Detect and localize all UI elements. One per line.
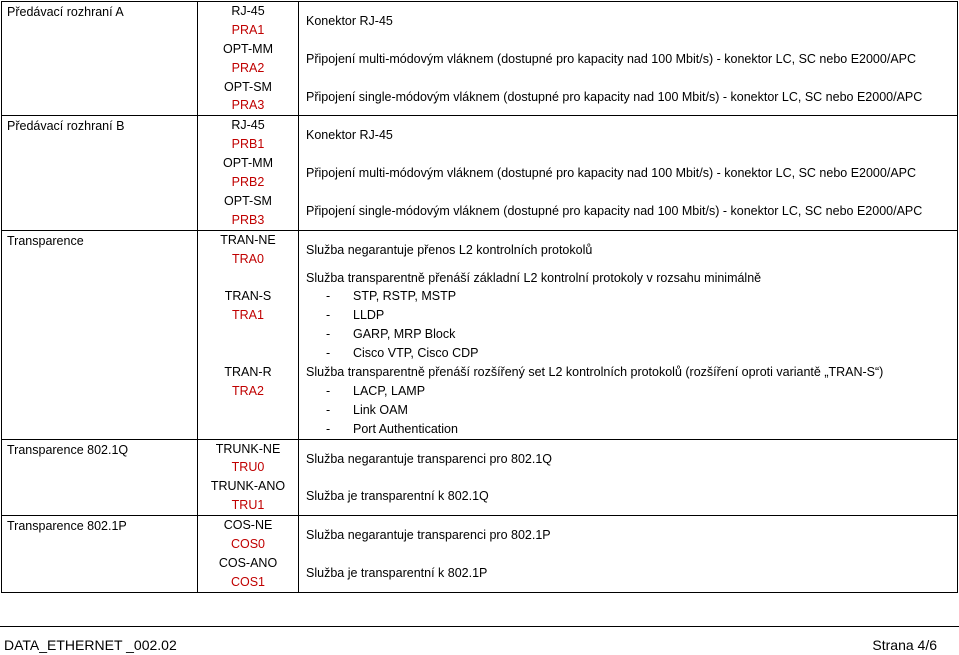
list-item: - Port Authentication <box>326 421 458 436</box>
option-name: RJ-45 <box>231 4 265 18</box>
code-cell <box>198 439 299 516</box>
option-code: PRA3 <box>231 98 265 113</box>
option-name: OPT-SM <box>224 193 272 208</box>
description: Služba negarantuje transparenci pro 802.1Q <box>306 451 552 466</box>
service-parameters-table <box>1 1 958 593</box>
page-number: Strana 4/6 <box>872 637 937 653</box>
table-row <box>2 516 958 593</box>
option-name: TRAN-S <box>224 289 272 304</box>
option-code: PRB3 <box>231 212 265 227</box>
list-item: - STP, RSTP, MSTP <box>326 289 457 304</box>
description: Připojení multi-módovým vláknem (dostupné pro kapacity nad 100 Mbit/s) - konektor LC, SC nebo E2000/APC <box>306 51 917 66</box>
option-name: OPT-MM <box>223 41 273 56</box>
list-item: - Link OAM <box>326 402 408 417</box>
description: Služba transparentně přenáší rozšířený set L2 kontrolních protokolů (rozšíření oproti variantě „TRAN-S“) <box>306 365 884 380</box>
list-item: - LLDP <box>326 308 385 323</box>
table-row <box>2 439 958 516</box>
option-name: COS-NE <box>223 518 273 533</box>
option-code: TRU1 <box>231 498 265 513</box>
option-name: TRAN-R <box>224 364 272 379</box>
group-label: Transparence 802.1P <box>2 516 198 593</box>
option-name: OPT-SM <box>224 79 272 94</box>
document-id: DATA_ETHERNET _002.02 <box>4 637 177 653</box>
code-cell <box>198 516 299 593</box>
description: Konektor RJ-45 <box>306 128 393 143</box>
description: Připojení multi-módovým vláknem (dostupné pro kapacity nad 100 Mbit/s) - konektor LC, SC nebo E2000/APC <box>306 166 917 181</box>
option-code: PRA1 <box>231 22 265 37</box>
option-name: TRUNK-NE <box>215 441 281 456</box>
group-label: Transparence 802.1Q <box>2 439 198 516</box>
description: Připojení single-módovým vláknem (dostupné pro kapacity nad 100 Mbit/s) - konektor LC, SC nebo E2000/APC <box>306 204 923 219</box>
list-item: - LACP, LAMP <box>326 383 426 398</box>
option-name: TRUNK-ANO <box>210 479 286 494</box>
option-code: TRU0 <box>231 460 265 475</box>
footer-divider <box>0 626 959 627</box>
description: Služba je transparentní k 802.1Q <box>306 489 489 504</box>
option-code: TRA2 <box>232 383 264 398</box>
option-name: COS-ANO <box>218 555 278 570</box>
protocol-list <box>306 287 957 363</box>
code-cell <box>198 116 299 230</box>
description-cell <box>299 116 958 230</box>
description-cell <box>299 516 958 593</box>
option-name: TRAN-NE <box>220 232 276 247</box>
description: Služba transparentně přenáší základní L2 kontrolní protokoly v rozsahu minimálně <box>306 270 762 285</box>
option-code: TRA0 <box>232 251 264 266</box>
group-label: Transparence <box>2 230 198 439</box>
table-row <box>2 230 958 439</box>
group-label: Předávací rozhraní A <box>2 2 198 116</box>
description: Služba negarantuje přenos L2 kontrolních protokolů <box>306 242 593 257</box>
option-name: RJ-45 <box>231 118 265 133</box>
option-code: COS0 <box>230 537 266 552</box>
option-code: PRA2 <box>231 60 265 75</box>
code-cell <box>198 2 299 116</box>
protocol-list <box>306 382 957 439</box>
group-label: Předávací rozhraní B <box>2 116 198 230</box>
list-item: - GARP, MRP Block <box>326 327 456 342</box>
list-item: - Cisco VTP, Cisco CDP <box>326 346 479 361</box>
description-cell <box>299 2 958 116</box>
description: Konektor RJ-45 <box>306 14 393 28</box>
description: Služba je transparentní k 802.1P <box>306 566 488 581</box>
table-row <box>2 116 958 230</box>
option-name: OPT-MM <box>223 156 273 171</box>
description: Služba negarantuje transparenci pro 802.1P <box>306 528 551 543</box>
option-code: PRB1 <box>231 137 265 152</box>
option-code: COS1 <box>230 574 266 589</box>
description: Připojení single-módovým vláknem (dostupné pro kapacity nad 100 Mbit/s) - konektor LC, SC nebo E2000/APC <box>306 89 923 104</box>
description-cell <box>299 230 958 439</box>
option-code: TRA1 <box>232 308 264 323</box>
description-cell <box>299 439 958 516</box>
option-code: PRB2 <box>231 175 265 190</box>
table-row <box>2 2 958 116</box>
code-cell <box>198 230 299 439</box>
